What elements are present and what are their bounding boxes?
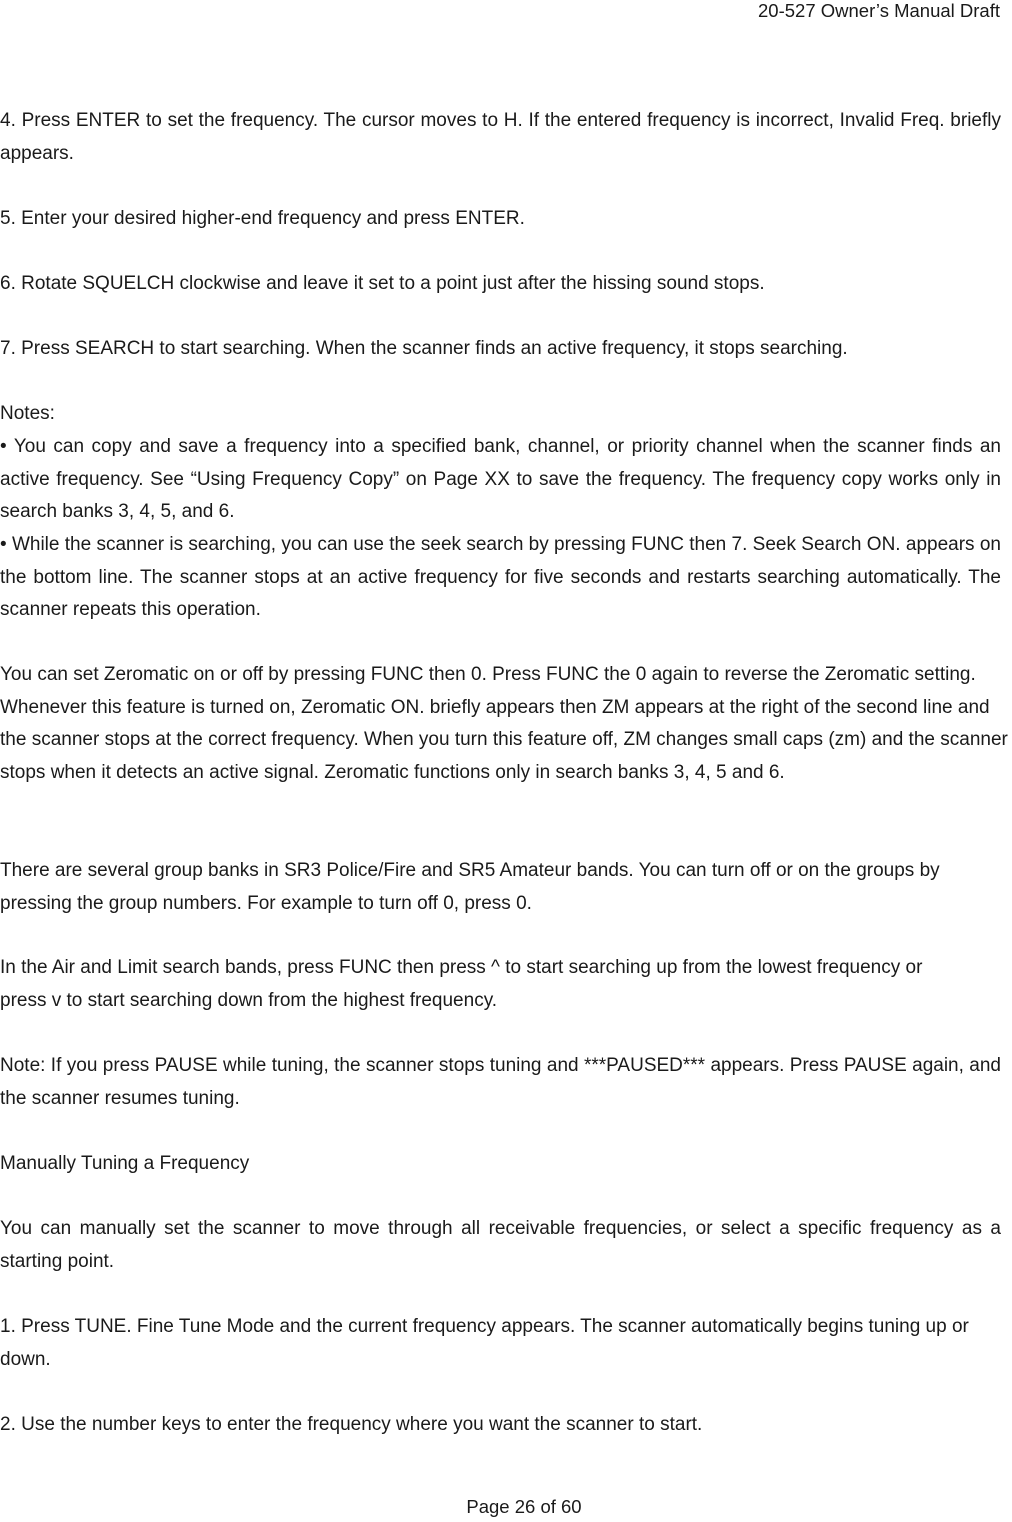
pause-note-paragraph: Note: If you press PAUSE while tuning, the scanner stops tuning and ***PAUSED*** appears. Press PAUSE again, and the scanner resumes tuning. [0,1055,1001,1109]
group-banks-paragraph: There are several group banks in SR3 Police/Fire and SR5 Amateur bands. You can turn off or on the groups by pressing the group numbers. For example to turn off 0, press 0. [0,860,940,914]
zeromatic-paragraph: You can set Zeromatic on or off by pressing FUNC then 0. Press FUNC the 0 again to reverse the Zeromatic setting. Whenever this feature is turned on, Zeromatic ON. briefly appears then ZM appears at the right of the second line and the scanner stops at the correct frequency. When you turn this feature off, ZM changes small caps (zm) and the scanner stops when it detects an active signal. Zeromatic functions only in search banks 3, 4, 5 and 6. [0,664,1008,783]
step-5-paragraph: 5. Enter your desired higher-end frequency and press ENTER. [0,208,525,229]
tune-step-1-paragraph: 1. Press TUNE. Fine Tune Mode and the current frequency appears. The scanner automatically begins tuning up or down. [0,1316,969,1370]
air-limit-paragraph: In the Air and Limit search bands, press FUNC then press ^ to start searching up from the lowest frequency or press v to start searching down from the highest frequency. [0,957,923,1011]
manual-tuning-intro: You can manually set the scanner to move through all receivable frequencies, or select a specific frequency as a starting point. [0,1218,1001,1272]
step-6-paragraph: 6. Rotate SQUELCH clockwise and leave it set to a point just after the hissing sound stops. [0,273,765,294]
step-7-paragraph: 7. Press SEARCH to start searching. When the scanner finds an active frequency, it stops searching. [0,338,848,359]
step-4-paragraph: 4. Press ENTER to set the frequency. The cursor moves to H. If the entered frequency is incorrect, Invalid Freq. briefly appears. [0,110,1001,164]
notes-heading: Notes: [0,403,55,424]
document-header: 20-527 Owner’s Manual Draft [758,0,1000,21]
note-seek-search: • While the scanner is searching, you can use the seek search by pressing FUNC then 7. Seek Search ON. appears on the bottom line. The scanner stops at an active frequency for five seconds and restarts searching automatically. The scanner repeats this operation. [0,534,1001,620]
page-number: Page 26 of 60 [466,1496,582,1517]
tune-step-2-paragraph: 2. Use the number keys to enter the frequency where you want the scanner to start. [0,1414,703,1435]
section-heading: Manually Tuning a Frequency [0,1153,250,1174]
note-copy-frequency: • You can copy and save a frequency into a specified bank, channel, or priority channel when the scanner finds an active frequency. See “Using Frequency Copy” on Page XX to save the frequency. The frequency copy works only in search banks 3, 4, 5, and 6. [0,436,1001,522]
